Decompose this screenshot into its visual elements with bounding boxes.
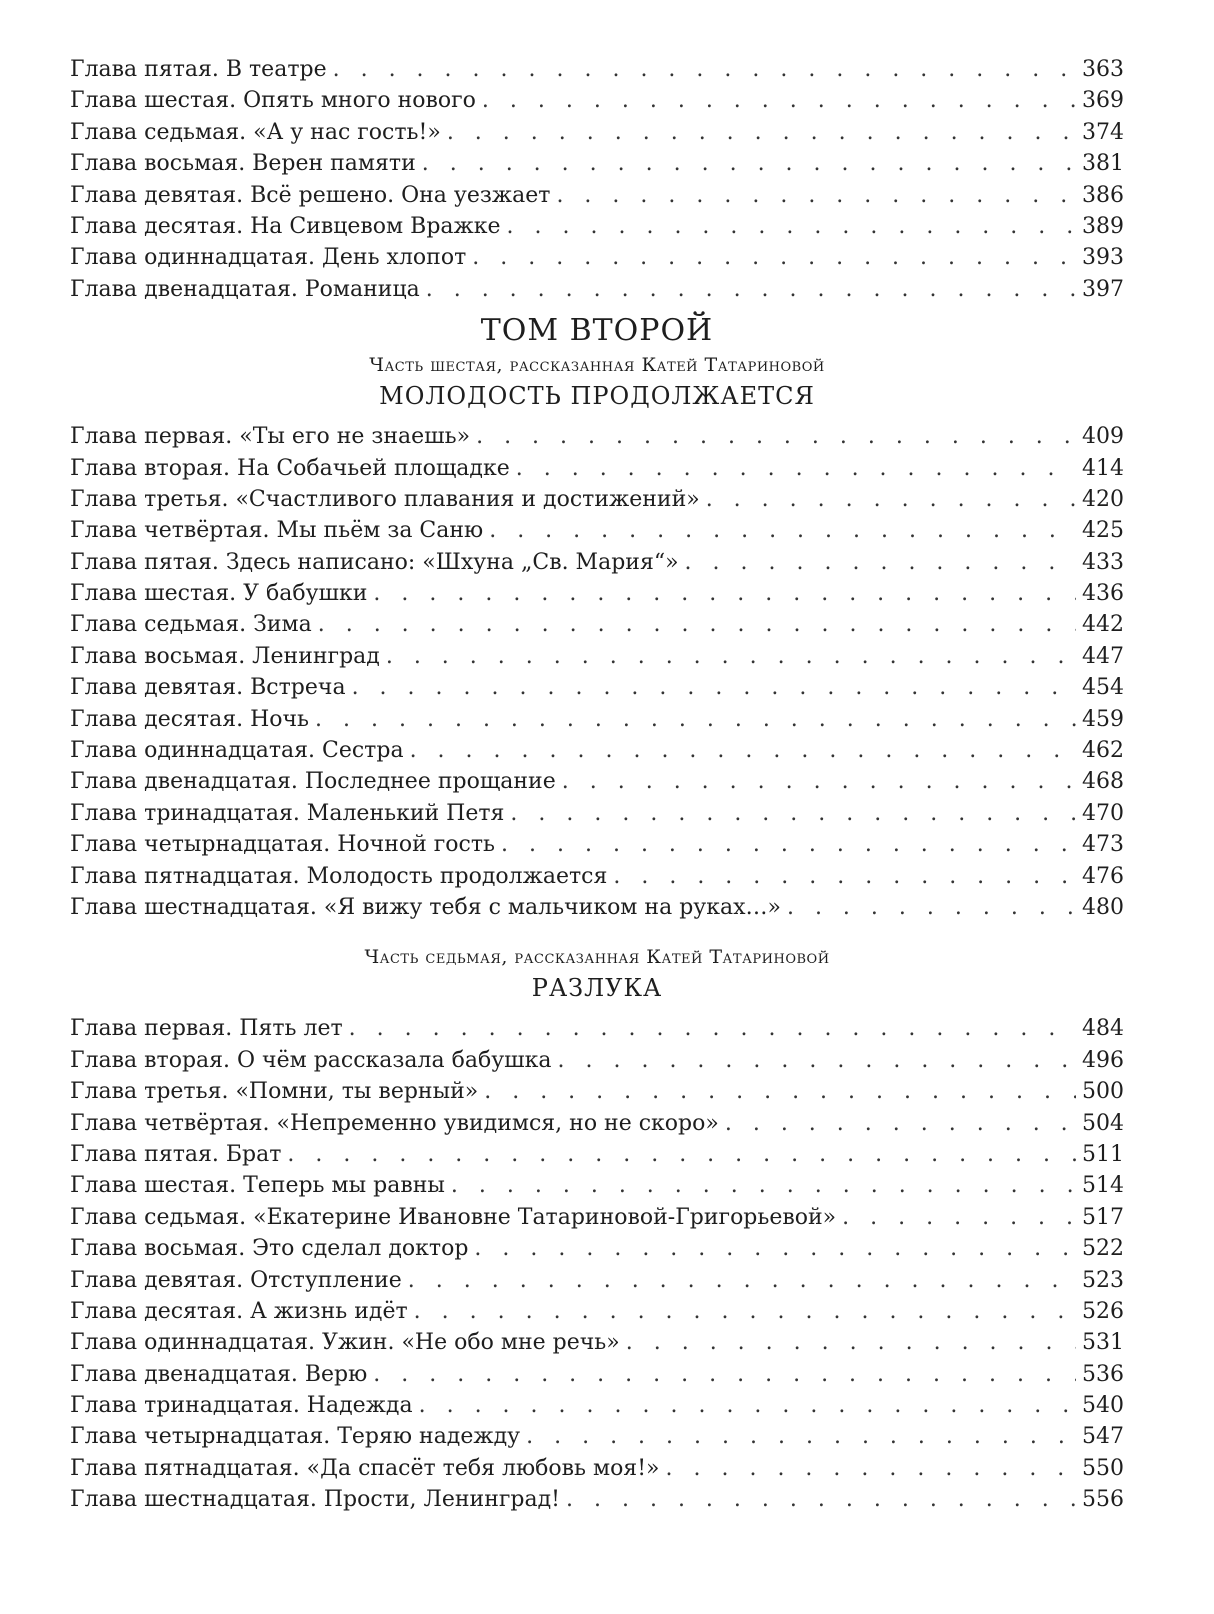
entry-title: Глава пятнадцатая. «Да спасёт тебя любовь моя!» [70, 1455, 660, 1481]
toc-section-continuation [70, 54, 1124, 305]
entry-title: Глава третья. «Счастливого плавания и достижений» [70, 486, 700, 512]
dot-leader [558, 1045, 1077, 1076]
dot-leader [842, 1202, 1076, 1233]
toc-entry [70, 453, 1124, 484]
toc-section-part-seven [70, 943, 1124, 1515]
entry-page: 522 [1082, 1236, 1124, 1262]
dot-leader [484, 1076, 1076, 1107]
entry-page: 484 [1082, 1016, 1124, 1042]
entry-title: Глава девятая. Встреча [70, 675, 346, 701]
entry-title: Глава десятая. Ночь [70, 706, 310, 732]
entry-page: 514 [1082, 1173, 1124, 1199]
toc-entry [70, 1484, 1124, 1515]
entry-page: 517 [1082, 1204, 1124, 1230]
entry-title: Глава восьмая. Это сделал доктор [70, 1236, 469, 1262]
toc-entry [70, 1265, 1124, 1296]
toc-entry [70, 1233, 1124, 1264]
dot-leader [287, 1139, 1076, 1170]
dot-leader [685, 547, 1076, 578]
dot-leader [451, 1170, 1076, 1201]
dot-leader [352, 672, 1076, 703]
entry-page: 480 [1082, 894, 1124, 920]
toc-entry [70, 798, 1124, 829]
toc-entry [70, 242, 1124, 273]
entry-title: Глава пятнадцатая. Молодость продолжается [70, 863, 608, 889]
toc-entry [70, 1013, 1124, 1044]
entry-page: 511 [1082, 1141, 1124, 1167]
entry-page: 470 [1082, 800, 1124, 826]
entry-page: 389 [1082, 213, 1124, 239]
entry-page: 436 [1082, 581, 1124, 607]
toc-entry [70, 578, 1124, 609]
dot-leader [386, 641, 1076, 672]
entry-title: Глава одиннадцатая. Сестра [70, 738, 404, 764]
dot-leader [472, 242, 1076, 273]
dot-leader [556, 180, 1076, 211]
entry-page: 526 [1082, 1298, 1124, 1324]
toc-entry [70, 148, 1124, 179]
entry-page: 447 [1082, 643, 1124, 669]
toc-entry [70, 1296, 1124, 1327]
entry-page: 550 [1082, 1455, 1124, 1481]
entry-page: 462 [1082, 738, 1124, 764]
entry-title: Глава шестнадцатая. «Я вижу тебя с мальчиком на руках…» [70, 894, 781, 920]
toc-entry [70, 547, 1124, 578]
entry-title: Глава двенадцатая. Верю [70, 1361, 368, 1387]
dot-leader [426, 274, 1076, 305]
toc-entry [70, 609, 1124, 640]
dot-leader [482, 85, 1076, 116]
entry-title: Глава вторая. На Собачьей площадке [70, 455, 510, 481]
entry-page: 420 [1082, 486, 1124, 512]
entry-page: 442 [1082, 612, 1124, 638]
entry-title: Глава десятая. А жизнь идёт [70, 1298, 408, 1324]
toc-entry [70, 1108, 1124, 1139]
toc-entry [70, 1390, 1124, 1421]
entry-title: Глава седьмая. Зима [70, 612, 312, 638]
entry-title: Глава одиннадцатая. День хлопот [70, 245, 467, 271]
entry-page: 536 [1082, 1361, 1124, 1387]
entry-page: 397 [1082, 276, 1124, 302]
toc-entry [70, 1202, 1124, 1233]
entry-title: Глава восьмая. Ленинград [70, 643, 380, 669]
entry-title: Глава первая. «Ты его не знаешь» [70, 424, 471, 450]
entry-page: 531 [1082, 1330, 1124, 1356]
entry-page: 409 [1082, 424, 1124, 450]
entry-page: 386 [1082, 182, 1124, 208]
toc-entry [70, 829, 1124, 860]
entry-page: 476 [1082, 863, 1124, 889]
volume-title: ТОМ ВТОРОЙ [480, 313, 714, 349]
dot-leader [501, 829, 1076, 860]
toc-entry [70, 180, 1124, 211]
part-subtitle: Часть шестая, рассказанная Катей Татариновой [369, 354, 825, 377]
toc-entry [70, 735, 1124, 766]
entry-title: Глава седьмая. «Екатерине Ивановне Татариновой-Григорьевой» [70, 1204, 837, 1230]
entry-page: 433 [1082, 549, 1124, 575]
entry-page: 468 [1082, 769, 1124, 795]
entry-title: Глава одиннадцатая. Ужин. «Не обо мне речь» [70, 1330, 620, 1356]
entry-page: 363 [1082, 57, 1124, 82]
entry-title: Глава шестая. У бабушки [70, 581, 368, 607]
entry-page: 425 [1082, 518, 1124, 544]
entry-title: Глава шестнадцатая. Прости, Ленинград! [70, 1487, 560, 1513]
entry-title: Глава тринадцатая. Надежда [70, 1393, 413, 1419]
toc-entry [70, 1421, 1124, 1452]
dot-leader [526, 1421, 1076, 1452]
entry-title: Глава четвёртая. Мы пьём за Саню [70, 518, 484, 544]
toc-entry [70, 1327, 1124, 1358]
entry-page: 454 [1082, 675, 1124, 701]
toc-entry [70, 117, 1124, 148]
toc-entry [70, 861, 1124, 892]
dot-leader [315, 704, 1076, 735]
entry-title: Глава вторая. О чём рассказала бабушка [70, 1047, 552, 1073]
dot-leader [562, 766, 1076, 797]
entry-page: 473 [1082, 832, 1124, 858]
toc-entry [70, 1045, 1124, 1076]
dot-leader [318, 609, 1076, 640]
toc-entry [70, 892, 1124, 923]
toc-entry [70, 641, 1124, 672]
toc-entry [70, 766, 1124, 797]
toc-entry [70, 1359, 1124, 1390]
dot-leader [373, 578, 1076, 609]
dot-leader [333, 54, 1076, 85]
dot-leader [706, 484, 1076, 515]
toc-section-part-six [70, 311, 1124, 923]
entry-title: Глава пятая. Брат [70, 1141, 282, 1167]
entry-page: 556 [1082, 1487, 1124, 1513]
part-title: РАЗЛУКА [531, 974, 663, 1003]
dot-leader [410, 735, 1076, 766]
entry-title: Глава пятая. Здесь написано: «Шхуна „Св. Мария“» [70, 549, 679, 575]
dot-leader [422, 148, 1076, 179]
dot-leader [725, 1108, 1076, 1139]
dot-leader [408, 1265, 1076, 1296]
entry-page: 504 [1082, 1110, 1124, 1136]
entry-title: Глава двенадцатая. Последнее прощание [70, 769, 556, 795]
toc-entry [70, 54, 1124, 85]
toc-entry [70, 1453, 1124, 1484]
dot-leader [414, 1296, 1076, 1327]
toc-entry [70, 274, 1124, 305]
toc-entry [70, 211, 1124, 242]
entry-title: Глава тринадцатая. Маленький Петя [70, 800, 505, 826]
entry-page: 393 [1082, 245, 1124, 271]
entry-title: Глава пятая. В театре [70, 57, 327, 82]
dot-leader [626, 1327, 1076, 1358]
toc-entry [70, 1139, 1124, 1170]
entry-title: Глава первая. Пять лет [70, 1016, 343, 1042]
toc-entry [70, 484, 1124, 515]
part-title: МОЛОДОСТЬ ПРОДОЛЖАЕТСЯ [379, 382, 815, 411]
entry-page: 547 [1082, 1424, 1124, 1450]
dot-leader [419, 1390, 1076, 1421]
dot-leader [613, 861, 1076, 892]
dot-leader [349, 1013, 1076, 1044]
entry-title: Глава четырнадцатая. Теряю надежду [70, 1424, 521, 1450]
entry-page: 414 [1082, 455, 1124, 481]
entry-title: Глава четвёртая. «Непременно увидимся, но не скоро» [70, 1110, 719, 1136]
entry-title: Глава девятая. Всё решено. Она уезжает [70, 182, 551, 208]
entry-page: 540 [1082, 1393, 1124, 1419]
toc-entry [70, 704, 1124, 735]
dot-leader [447, 117, 1076, 148]
entry-page: 496 [1082, 1047, 1124, 1073]
entry-title: Глава шестая. Теперь мы равны [70, 1173, 445, 1199]
entry-page: 381 [1082, 151, 1124, 177]
dot-leader [566, 1484, 1076, 1515]
entry-title: Глава шестая. Опять много нового [70, 88, 476, 114]
entry-page: 374 [1082, 119, 1124, 145]
entry-title: Глава десятая. На Сивцевом Вражке [70, 213, 501, 239]
entry-page: 369 [1082, 88, 1124, 114]
entry-title: Глава девятая. Отступление [70, 1267, 402, 1293]
entry-title: Глава третья. «Помни, ты верный» [70, 1079, 479, 1105]
dot-leader [516, 453, 1076, 484]
entry-page: 500 [1082, 1079, 1124, 1105]
toc-entry [70, 672, 1124, 703]
dot-leader [474, 1233, 1076, 1264]
part-subtitle: Часть седьмая, рассказанная Катей Татариновой [364, 946, 830, 969]
toc-entry [70, 515, 1124, 546]
entry-page: 523 [1082, 1267, 1124, 1293]
entry-page: 459 [1082, 706, 1124, 732]
dot-leader [476, 421, 1076, 452]
entry-title: Глава восьмая. Верен памяти [70, 151, 416, 177]
dot-leader [489, 515, 1076, 546]
toc-entry [70, 1076, 1124, 1107]
entry-title: Глава седьмая. «А у нас гость!» [70, 119, 441, 145]
dot-leader [507, 211, 1076, 242]
entry-title: Глава двенадцатая. Романица [70, 276, 420, 302]
entry-title: Глава четырнадцатая. Ночной гость [70, 832, 496, 858]
toc-entry [70, 85, 1124, 116]
toc-entry [70, 421, 1124, 452]
toc-entry [70, 1170, 1124, 1201]
dot-leader [373, 1359, 1076, 1390]
dot-leader [666, 1453, 1077, 1484]
dot-leader [510, 798, 1076, 829]
dot-leader [787, 892, 1076, 923]
